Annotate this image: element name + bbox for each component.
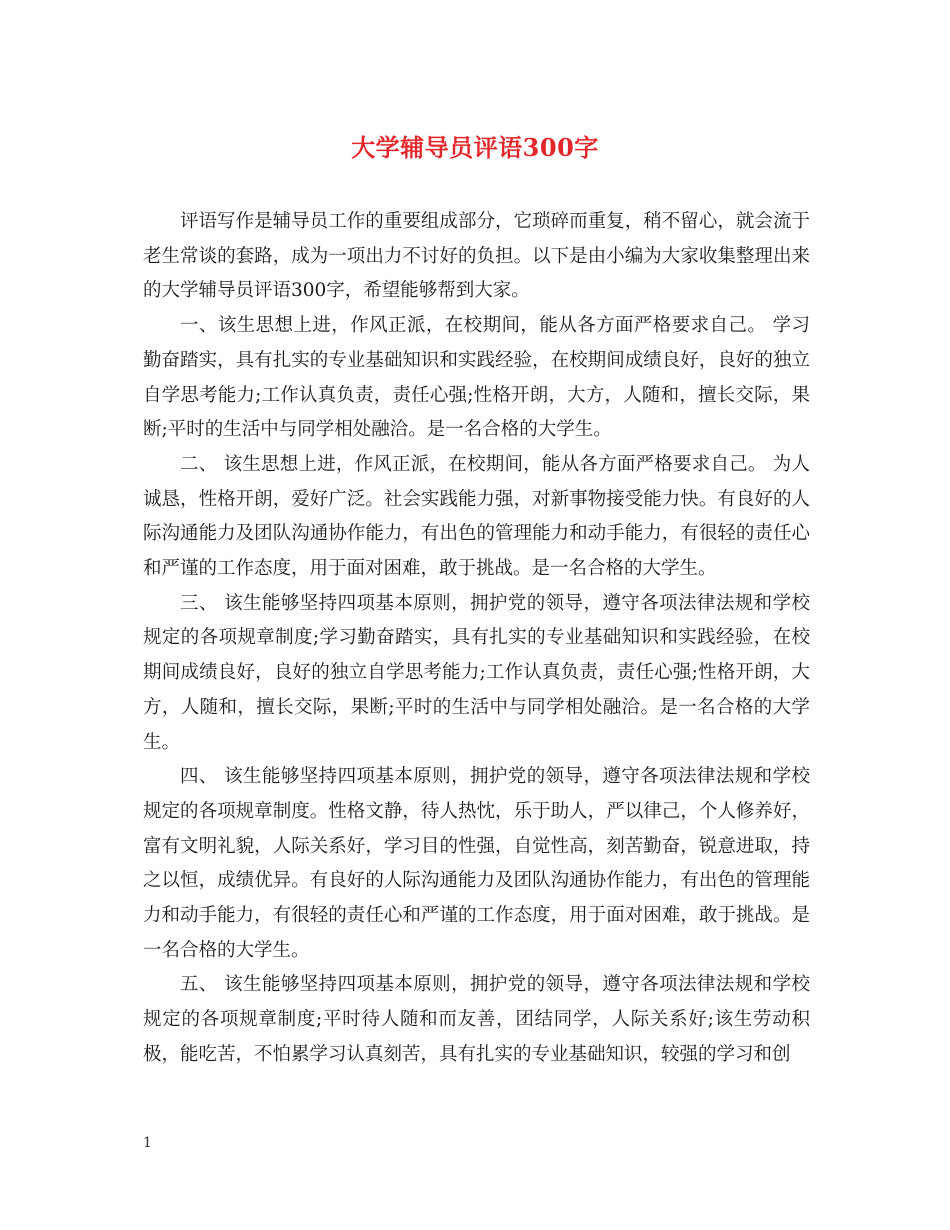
paragraph-3: 三、 该生能够坚持四项基本原则，拥护党的领导，遵守各项法律法规和学校规定的各项规章制度;学习勤奋踏实，具有扎实的专业基础知识和实践经验，在校期间成绩良好，良好的独立自学思考能力;工作认真负责，责任心强;性格开朗，大方，人随和，擅长交际，果断;平时的生活中与同学相处融洽。是一名合格的大学生。 — [143, 592, 810, 753]
paragraph-5: 五、 该生能够坚持四项基本原则，拥护党的领导，遵守各项法律法规和学校规定的各项规章制度;平时待人随和而友善，团结同学，人际关系好;该生劳动积极，能吃苦，不怕累学习认真刻苦，具有扎实的专业基础知识，较强的学习和创 — [143, 974, 810, 1065]
page-number: 1 — [143, 1135, 152, 1151]
document-title: 大学辅导员评语300字 — [351, 133, 599, 162]
paragraph-intro: 评语写作是辅导员工作的重要组成部分，它琐碎而重复，稍不留心，就会流于老生常谈的套路，成为一项出力不讨好的负担。以下是由小编为大家收集整理出来的大学辅导员评语300字，希望能够帮到大家。 — [143, 211, 810, 302]
paragraph-2: 二、 该生思想上进，作风正派，在校期间，能从各方面严格要求自己。 为人诚恳，性格开朗，爱好广泛。社会实践能力强，对新事物接受能力快。有良好的人际沟通能力及团队沟通协作能力，有出色的管理能力和动手能力，有很轻的责任心和严谨的工作态度，用于面对困难，敢于挑战。是一名合格的大学生。 — [143, 453, 810, 580]
document-body — [143, 205, 810, 1073]
paragraph-1: 一、该生思想上进，作风正派，在校期间，能从各方面严格要求自己。 学习勤奋踏实，具有扎实的专业基础知识和实践经验，在校期间成绩良好，良好的独立自学思考能力;工作认真负责，责任心强;性格开朗，大方，人随和，擅长交际，果断;平时的生活中与同学相处融洽。是一名合格的大学生。 — [143, 315, 810, 441]
paragraph-4: 四、 该生能够坚持四项基本原则，拥护党的领导，遵守各项法律法规和学校规定的各项规章制度。性格文静，待人热忱，乐于助人，严以律己，个人修养好，富有文明礼貌，人际关系好，学习目的性强，自觉性高，刻苦勤奋，锐意进取，持之以恒，成绩优异。有良好的人际沟通能力及团队沟通协作能力，有出色的管理能力和动手能力，有很轻的责任心和严谨的工作态度，用于面对困难，敢于挑战。是一名合格的大学生。 — [143, 766, 810, 961]
